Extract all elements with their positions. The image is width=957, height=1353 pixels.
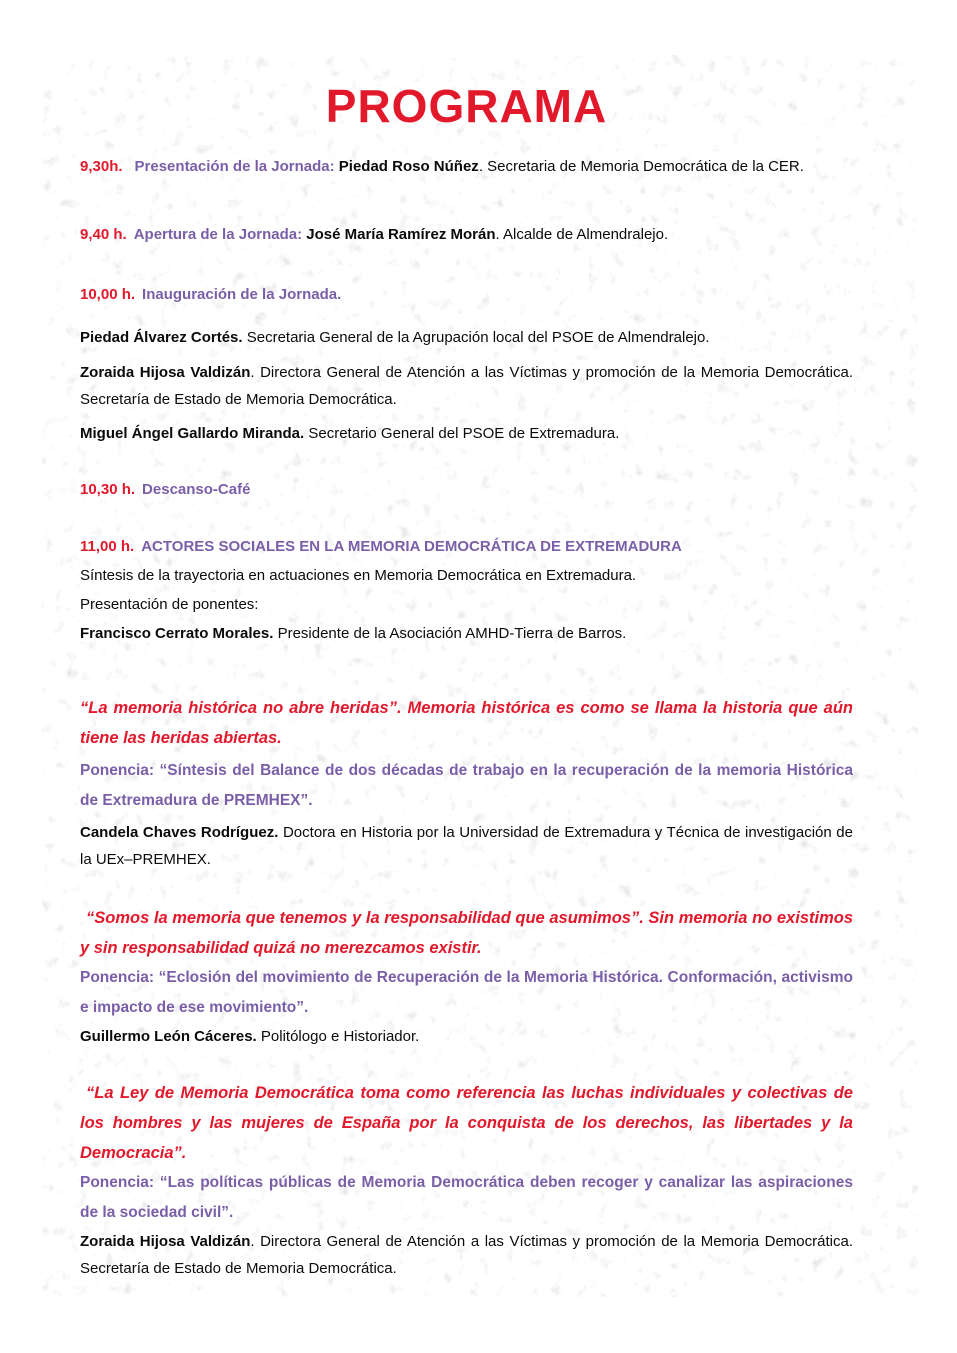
speaker-name: Piedad Roso Núñez — [338, 158, 479, 175]
speaker-name: Zoraida Hijosa Valdizán — [80, 1233, 251, 1250]
speaker-role: Secretaria General de la Agrupación local del PSOE de Almendralejo. — [242, 329, 710, 346]
time-label: 9,30h. — [80, 158, 123, 175]
moderator-row — [80, 620, 853, 647]
time-label: 9,40 h. — [80, 226, 127, 243]
speaker-role: . Alcalde de Almendralejo. — [495, 226, 669, 243]
speaker-name: Francisco Cerrato Morales. — [80, 625, 274, 642]
speaker-row — [80, 819, 853, 873]
session-label: ACTORES SOCIALES EN LA MEMORIA DEMOCRÁTICA DE EXTREMADURA — [141, 538, 682, 555]
speaker-name: José María Ramírez Morán — [306, 226, 496, 243]
paper-sheet — [42, 55, 918, 1297]
speaker-role: Presidente de la Asociación AMHD-Tierra de Barros. — [273, 625, 627, 642]
presenters-heading: Presentación de ponentes: — [80, 596, 259, 613]
speaker-row — [80, 420, 853, 447]
speaker-name: Zoraida Hijosa Valdizán — [80, 364, 251, 381]
speaker-name: Piedad Álvarez Cortés. — [80, 329, 243, 346]
program-content — [42, 55, 918, 1282]
schedule-item-1100 — [80, 533, 853, 560]
time-label: 10,30 h. — [80, 481, 136, 498]
talk-quote-2: “Somos la memoria que tenemos y la responsabilidad que asumimos”. Sin memoria no existimos y sin responsabilidad quizá no merezcamos existir. — [80, 909, 853, 957]
schedule-item-1030 — [80, 476, 853, 503]
session-label: Inauguración de la Jornada. — [142, 286, 342, 303]
session-intro: Síntesis de la trayectoria en actuaciones en Memoria Democrática en Extremadura. — [80, 567, 637, 584]
speaker-role: Doctora en Historia por la Universidad de Extremadura y Técnica de investigación de la UEx–PREMHEX. — [80, 824, 853, 868]
session-label: Presentación de la Jornada: — [134, 158, 335, 175]
page-title: PROGRAMA — [325, 80, 608, 132]
speaker-name: Miguel Ángel Gallardo Miranda. — [80, 425, 305, 442]
speaker-row — [80, 1023, 853, 1050]
speaker-name: Guillermo León Cáceres. — [80, 1028, 257, 1045]
time-label: 11,00 h. — [80, 538, 135, 555]
talk-quote-3: “La Ley de Memoria Democrática toma como referencia las luchas individuales y colectivas de los hombres y las mujeres de España por la conquista de los derechos, las libertades y la Democracia”. — [80, 1084, 853, 1162]
speaker-name: Candela Chaves Rodríguez. — [80, 824, 279, 841]
schedule-item-1000 — [80, 281, 853, 308]
speaker-role: . Directora General de Atención a las Víctimas y promoción de la Memoria Democrática. Secretaría de Estado de Memoria Democrática. — [80, 364, 853, 408]
speaker-role: . Secretaria de Memoria Democrática de la CER. — [478, 158, 804, 175]
speaker-row — [80, 359, 853, 413]
talk-ponencia-1: Ponencia: “Síntesis del Balance de dos décadas de trabajo en la recuperación de la memoria Histórica de Extremadura de PREMHEX”. — [80, 762, 853, 809]
speaker-role: . Directora General de Atención a las Víctimas y promoción de la Memoria Democrática. Secretaría de Estado de Memoria Democrática. — [80, 1233, 853, 1277]
session-label: Apertura de la Jornada: — [133, 226, 303, 243]
speaker-row — [80, 1228, 853, 1282]
schedule-item-940 — [80, 221, 853, 248]
talk-quote-1: “La memoria histórica no abre heridas”. Memoria histórica es como se llama la historia que aún tiene las heridas abiertas. — [80, 699, 853, 747]
talk-ponencia-3: Ponencia: “Las políticas públicas de Memoria Democrática deben recoger y canalizar las aspiraciones de la sociedad civil”. — [80, 1174, 853, 1221]
time-label: 10,00 h. — [80, 286, 136, 303]
speaker-role: Politólogo e Historiador. — [256, 1028, 420, 1045]
talk-ponencia-2: Ponencia: “Eclosión del movimiento de Recuperación de la Memoria Histórica. Conformación, activismo e impacto de ese movimiento”. — [80, 969, 853, 1016]
speaker-role: Secretario General del PSOE de Extremadura. — [304, 425, 620, 442]
session-label: Descanso-Café — [142, 481, 251, 498]
schedule-item-930 — [80, 153, 853, 180]
speaker-row — [80, 324, 853, 351]
